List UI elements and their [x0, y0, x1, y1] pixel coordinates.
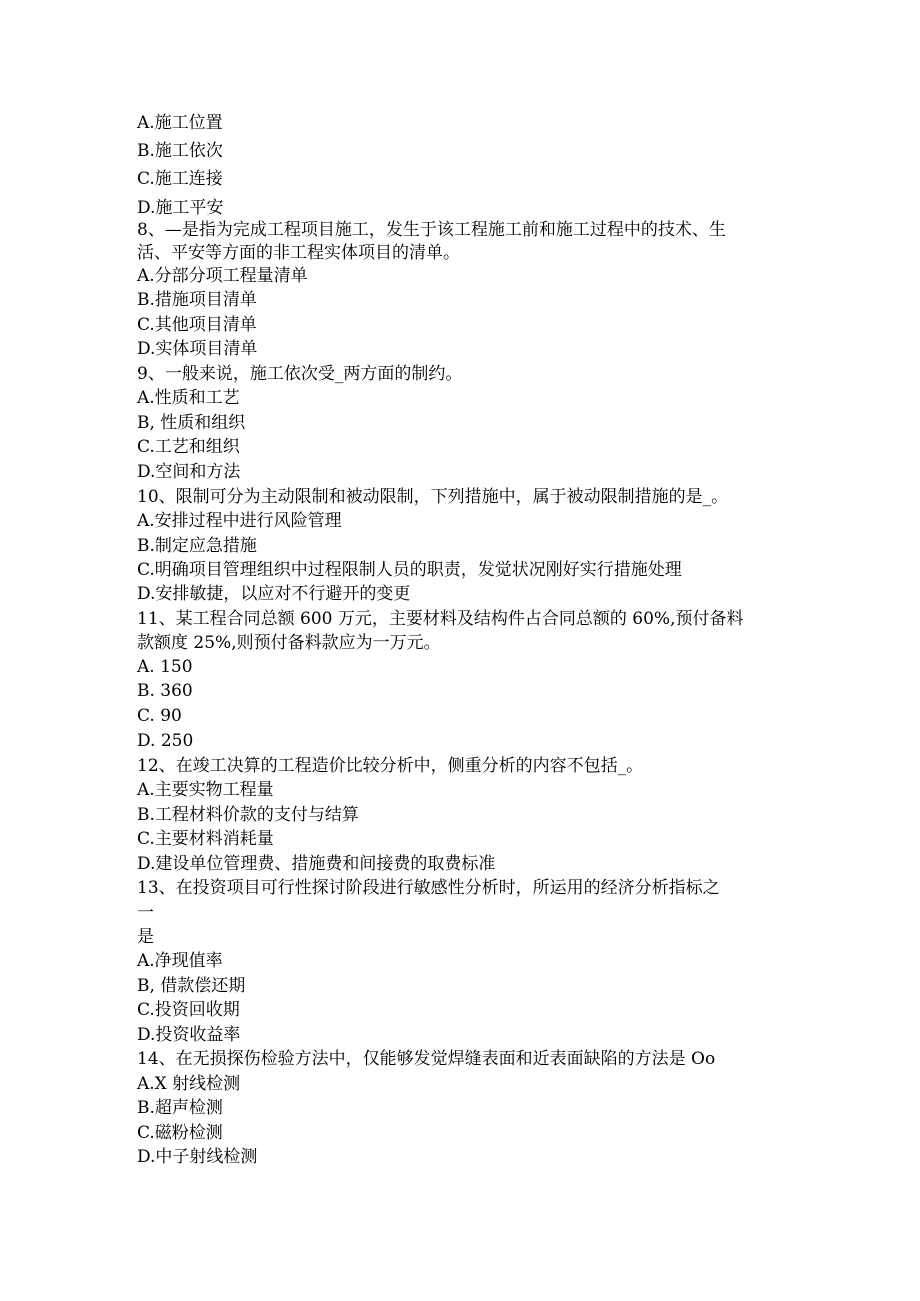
- option-line: B, 借款偿还期: [137, 976, 246, 996]
- option-line: A.安排过程中进行风险管理: [137, 511, 342, 531]
- option-line: C.投资回收期: [137, 1000, 240, 1020]
- option-line: A.分部分项工程量清单: [137, 266, 308, 286]
- option-line: C.施工连接: [137, 169, 223, 189]
- question-line: 一: [137, 903, 154, 923]
- option-line: D. 250: [137, 731, 194, 751]
- question-line: 12、在竣工决算的工程造价比较分析中，侧重分析的内容不包括_。: [137, 756, 644, 776]
- question-line: 款额度 25%,则预付备料款应为一万元。: [137, 633, 441, 653]
- question-line: 9、一般来说，施工依次受_两方面的制约。: [137, 364, 463, 384]
- option-line: B.工程材料价款的支付与结算: [137, 805, 359, 825]
- question-line: 活、平安等方面的非工程实体项目的清单。: [137, 243, 460, 263]
- option-line: D.投资收益率: [137, 1025, 241, 1045]
- option-line: B, 性质和组织: [137, 413, 246, 433]
- option-line: C.磁粉检测: [137, 1123, 223, 1143]
- option-line: A. 150: [137, 657, 193, 677]
- option-line: A.主要实物工程量: [137, 780, 274, 800]
- option-line: D.建设单位管理费、措施费和间接费的取费标准: [137, 854, 496, 874]
- option-line: A.净现值率: [137, 951, 223, 971]
- option-line: C.工艺和组织: [137, 437, 240, 457]
- question-line: 14、在无损探伤检验方法中，仅能够发觉焊缝表面和近表面缺陷的方法是 Oo: [137, 1049, 716, 1069]
- option-line: A.施工位置: [137, 113, 223, 133]
- question-line: 11、某工程合同总额 600 万元，主要材料及结构件占合同总额的 60%,预付备料: [137, 609, 744, 629]
- option-line: D.施工平安: [137, 198, 224, 218]
- option-line: B.制定应急措施: [137, 536, 257, 556]
- option-line: B. 360: [137, 681, 193, 701]
- option-line: A.X 射线检测: [137, 1074, 241, 1094]
- option-line: B.施工依次: [137, 141, 223, 161]
- question-line: 13、在投资项目可行性探讨阶段进行敏感性分析时，所运用的经济分析指标之: [137, 878, 720, 898]
- option-line: B.措施项目清单: [137, 290, 257, 310]
- option-line: B.超声检测: [137, 1098, 223, 1118]
- option-line: C.主要材料消耗量: [137, 829, 274, 849]
- option-line: C. 90: [137, 706, 182, 726]
- option-line: A.性质和工艺: [137, 388, 240, 408]
- question-line: 是: [137, 927, 154, 947]
- option-line: D.安排敏捷，以应对不行避开的变更: [137, 584, 411, 604]
- option-line: C.明确项目管理组织中过程限制人员的职责，发觉状况刚好实行措施处理: [137, 560, 682, 580]
- option-line: D.空间和方法: [137, 462, 241, 482]
- option-line: C.其他项目清单: [137, 315, 257, 335]
- option-line: D.中子射线检测: [137, 1147, 258, 1167]
- option-line: D.实体项目清单: [137, 339, 258, 359]
- question-line: 8、—是指为完成工程项目施工，发生于该工程施工前和施工过程中的技术、生: [137, 220, 726, 240]
- question-line: 10、限制可分为主动限制和被动限制，下列措施中，属于被动限制措施的是_。: [137, 487, 729, 507]
